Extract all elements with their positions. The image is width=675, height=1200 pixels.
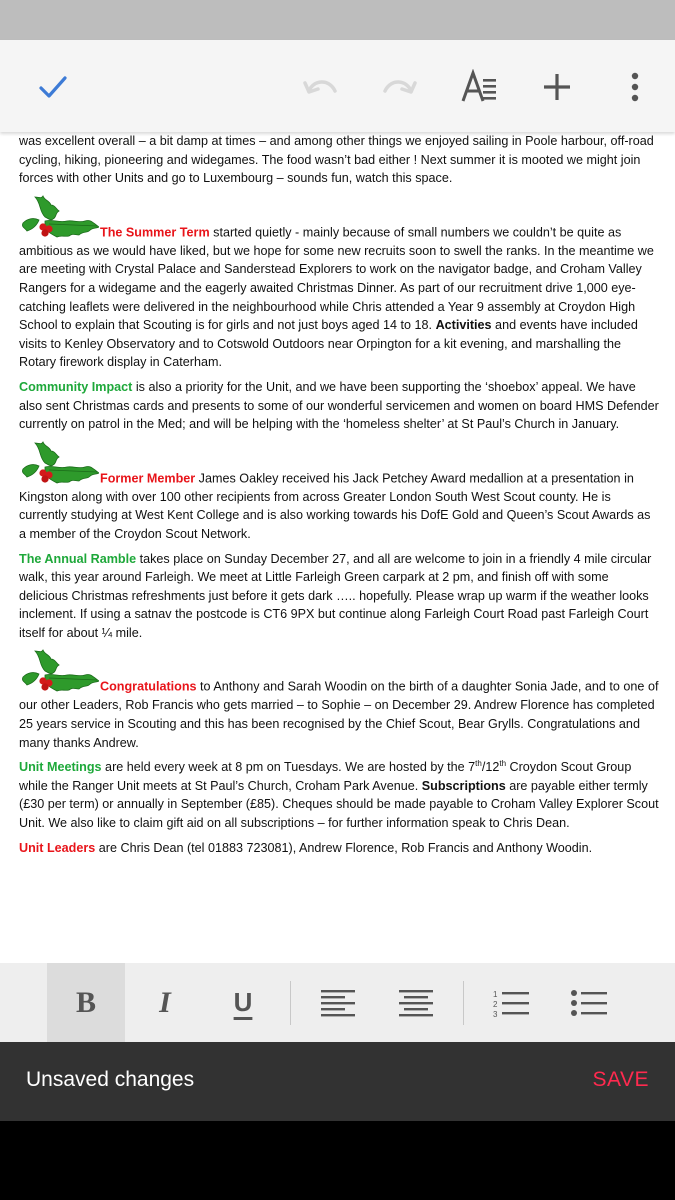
holly-icon [19, 193, 99, 241]
heading-annual-ramble: The Annual Ramble [19, 551, 137, 566]
unit-meetings-text-4: are payable either termly (£30 per term) or annually in September (£85). Cheques should be made payable to Croham Valley Explorer Scout Unit. We also like to claim gift aid on all subscriptions – for further information speak to Chris Dean. [19, 778, 659, 831]
numbered-list-icon[interactable] [472, 963, 550, 1042]
unit-meetings-text: are held every week at 8 pm on Tuesdays. We are hosted by the 7 [101, 760, 476, 775]
heading-congratulations: Congratulations [100, 679, 197, 694]
svg-text:2: 2 [493, 999, 498, 1009]
subscriptions-label: Subscriptions [421, 778, 506, 793]
paragraph-summer-camp: was excellent overall – a bit damp at times – and among other things we enjoyed sailing in Poole harbour, off-road cycling, hiking, pioneering and widegames. The food wasn’t bad either ! Next summer it is mooted we might join forces with other Units and go to Luxembourg – sounds fun, watch this space. [19, 134, 654, 186]
svg-text:1: 1 [493, 989, 498, 999]
unit-meetings-text-3: Croydon Scout Group while the Ranger Unit meets at St Paul’s Church, Croham Park Avenue. [19, 760, 632, 793]
holly-icon [19, 647, 99, 695]
paragraph-unit-leaders [19, 839, 659, 858]
align-center-icon[interactable] [377, 963, 455, 1042]
paragraph-community-impact [19, 378, 659, 434]
save-button[interactable]: SAVE [592, 1068, 649, 1091]
bold-button[interactable] [47, 963, 125, 1042]
holly-icon [19, 439, 99, 487]
unit-leaders-text: are Chris Dean (tel 01883 723081), Andrew Florence, Rob Francis and Anthony Woodin. [95, 840, 593, 855]
paragraph-former-member [19, 440, 659, 544]
document-body[interactable] [0, 132, 675, 962]
bullet-list-icon[interactable] [550, 963, 628, 1042]
undo-icon[interactable] [298, 64, 344, 110]
format-divider [290, 981, 291, 1025]
heading-unit-leaders: Unit Leaders [19, 840, 96, 855]
superscript-th-2: th [499, 759, 507, 769]
heading-summer-term: The Summer Term [100, 225, 210, 240]
paragraph-summer-term [19, 194, 659, 372]
summer-term-text: started quietly - mainly because of small numbers we couldn’t be quite as ambitious as we would have liked, but we hope for some new recruits soon to swell the ranks. In the meantime we are meeting with Crystal Palace and Sanderstead Explorers to work on the navigator badge, and Croham Valley Rangers for a widegame and the eagerly awaited Christmas Dinner. As part of our recruitment drive 1,000 eye-catching leaflets were delivered in the neighbourhood while Chris attended a Year 9 assembly at Croydon High School to explain that Scouting is for girls and not just boys aged 14 to 18. [19, 225, 654, 333]
snackbar [0, 1042, 675, 1121]
align-left-icon[interactable] [299, 963, 377, 1042]
format-bar [0, 963, 675, 1042]
check-icon[interactable] [30, 64, 76, 110]
community-impact-text: is also a priority for the Unit, and we have been supporting the ‘shoebox’ appeal. We have also sent Christmas cards and presents to some of our wonderful servicemen and women on board HMS Defender currently on patrol in the Med; and will be helping with the ‘homeless shelter’ at St Paul’s Church in January. [19, 379, 659, 432]
paragraph-congratulations [19, 648, 659, 752]
underline-button[interactable] [204, 963, 282, 1042]
heading-former-member: Former Member [100, 471, 196, 486]
superscript-th: th [475, 759, 482, 769]
svg-text:3: 3 [493, 1009, 498, 1017]
redo-icon[interactable] [376, 64, 422, 110]
summer-term-text-2: and events have included visits to Kenley Observatory and to Cotswold Outdoors near Orpington for a kit evening, and marshalling the Rotary firework display in Caterham. [19, 318, 638, 370]
format-divider [463, 981, 464, 1025]
text-format-icon[interactable] [456, 64, 502, 110]
annual-ramble-text: takes place on Sunday December 27, and all are welcome to join in a friendly 4 mile circular walk, this year around Farleigh. We meet at Little Farleigh Green carpark at 2 pm, and finish off with some delicious Christmas refreshments just before it gets dark ….. hopefully. Please wrap up warm if the weather looks inclement. If using a satnav the postcode is CT6 9PX but continue along Farleigh Court Road past Farleigh Court itself for about ¼ mile. [19, 551, 652, 640]
status-bar [0, 0, 675, 40]
plus-icon[interactable] [534, 64, 580, 110]
bold-label: B [75, 985, 96, 1019]
italic-label: I [159, 985, 171, 1019]
navigation-bar [0, 1121, 675, 1200]
paragraph-unit-meetings [19, 758, 659, 832]
congratulations-text: to Anthony and Sarah Woodin on the birth of a daughter Sonia Jade, and to one of our other Leaders, Rob Francis who gets married – to Sophie – on December 29. Andrew Florence has completed 25 years service in Scouting and this has been recognised by the Chief Scout, Bear Grylls. Congratulations and many thanks Andrew. [19, 679, 659, 750]
unit-meetings-text-2: /12 [481, 760, 500, 775]
more-vert-icon[interactable] [612, 64, 658, 110]
snackbar-message: Unsaved changes [26, 1068, 195, 1091]
heading-unit-meetings: Unit Meetings [19, 760, 102, 775]
paragraph-annual-ramble [19, 550, 659, 643]
underline-label: U [233, 987, 253, 1017]
heading-community-impact: Community Impact [19, 379, 133, 394]
former-member-text: James Oakley received his Jack Petchey Award medallion at a presentation in Kingston along with over 100 other recipients from across Greater London South West Scout county. He is currently studying at West Kent College and is also working towards his DofE Gold and Queen’s Scout Awards as a member of the Croydon Scout Network. [19, 471, 651, 541]
activities-label: Activities [435, 318, 492, 333]
editor-toolbar [0, 40, 675, 132]
italic-button[interactable] [126, 963, 204, 1042]
